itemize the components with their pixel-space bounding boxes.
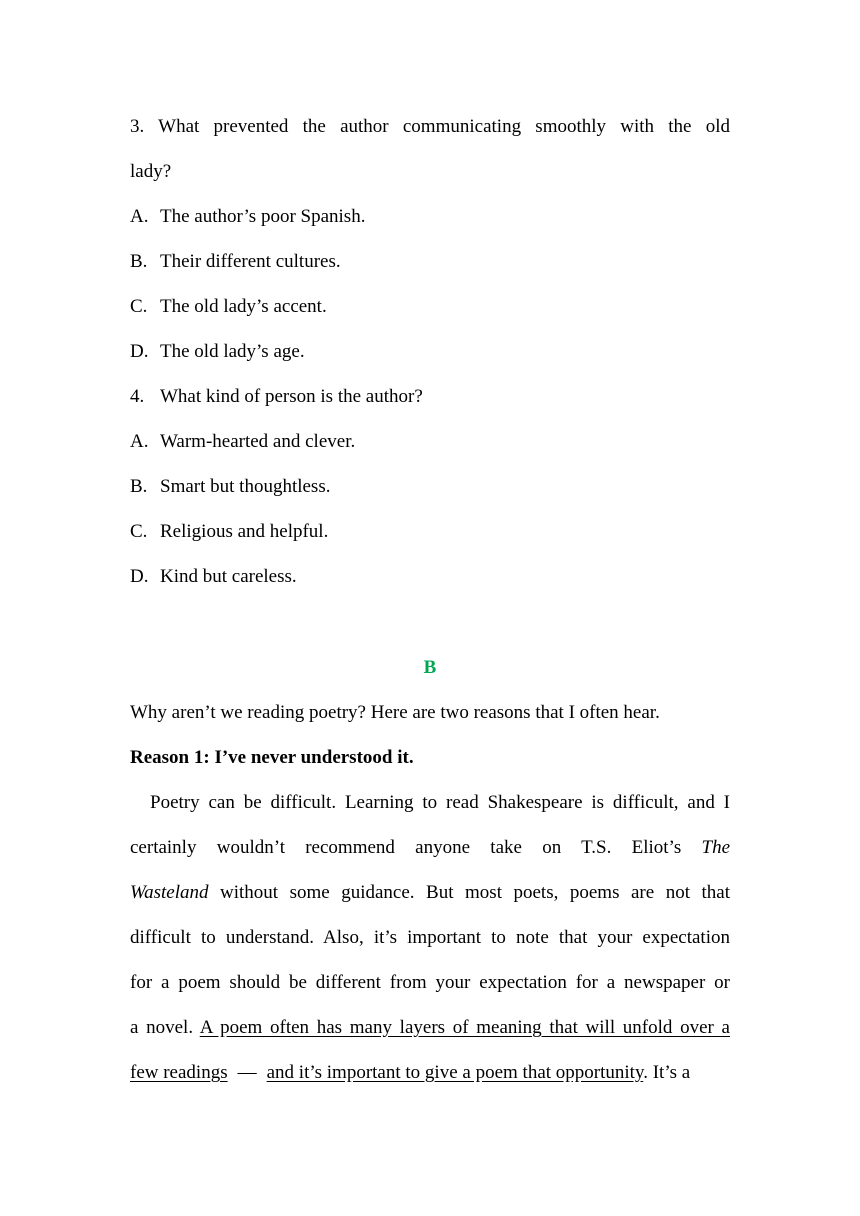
paragraph-line-7: few readings — and it’s important to give a poem that opportunity. It’s a bbox=[130, 1062, 691, 1083]
question-3-line-1 bbox=[130, 115, 730, 139]
book-title-part-2: Wasteland bbox=[130, 882, 209, 903]
section-b-intro: Why aren’t we reading poetry? Here are two reasons that I often hear. bbox=[130, 702, 660, 723]
reason-1-heading: Reason 1: I’ve never understood it. bbox=[130, 747, 414, 768]
question-4-option-c: C. Religious and helpful. bbox=[130, 521, 329, 542]
question-3-option-c: C. The old lady’s accent. bbox=[130, 296, 327, 317]
section-b-heading: B bbox=[423, 657, 437, 678]
paragraph-line-6: a novel. A poem often has many layers of meaning that will unfold over a bbox=[130, 1017, 730, 1038]
paragraph-line-2: certainly wouldn’t recommend anyone take on T.S. Eliot’s The bbox=[130, 837, 730, 858]
paragraph-line-5: for a poem should be different from your expectation for a newspaper or bbox=[130, 972, 730, 993]
question-3-option-a: A. The author’s poor Spanish. bbox=[130, 206, 366, 227]
underlined-sentence-part-2: few readings — and it’s important to give a poem that opportunity bbox=[130, 1062, 644, 1083]
book-title-part-1: The bbox=[701, 837, 730, 858]
paragraph-line-4: difficult to understand. Also, it’s important to note that your expectation bbox=[130, 927, 730, 948]
question-4: 4. What kind of person is the author? bbox=[130, 386, 423, 407]
paragraph-line-3: Wasteland without some guidance. But most poets, poems are not that bbox=[130, 882, 731, 903]
question-4-option-d: D. Kind but careless. bbox=[130, 566, 297, 587]
question-3-option-d: D. The old lady’s age. bbox=[130, 341, 305, 362]
question-3-option-b: B. Their different cultures. bbox=[130, 251, 341, 272]
question-4-option-a: A. Warm-hearted and clever. bbox=[130, 431, 356, 452]
question-3-line-2: lady? bbox=[130, 161, 172, 182]
underlined-sentence-part-1: A poem often has many layers of meaning that will unfold over a bbox=[199, 1017, 730, 1038]
question-4-option-b: B. Smart but thoughtless. bbox=[130, 476, 331, 497]
paragraph-line-1: Poetry can be difficult. Learning to read Shakespeare is difficult, and I bbox=[150, 792, 730, 813]
question-3-text: 3. What prevented the author communicating smoothly with the old bbox=[130, 116, 730, 137]
